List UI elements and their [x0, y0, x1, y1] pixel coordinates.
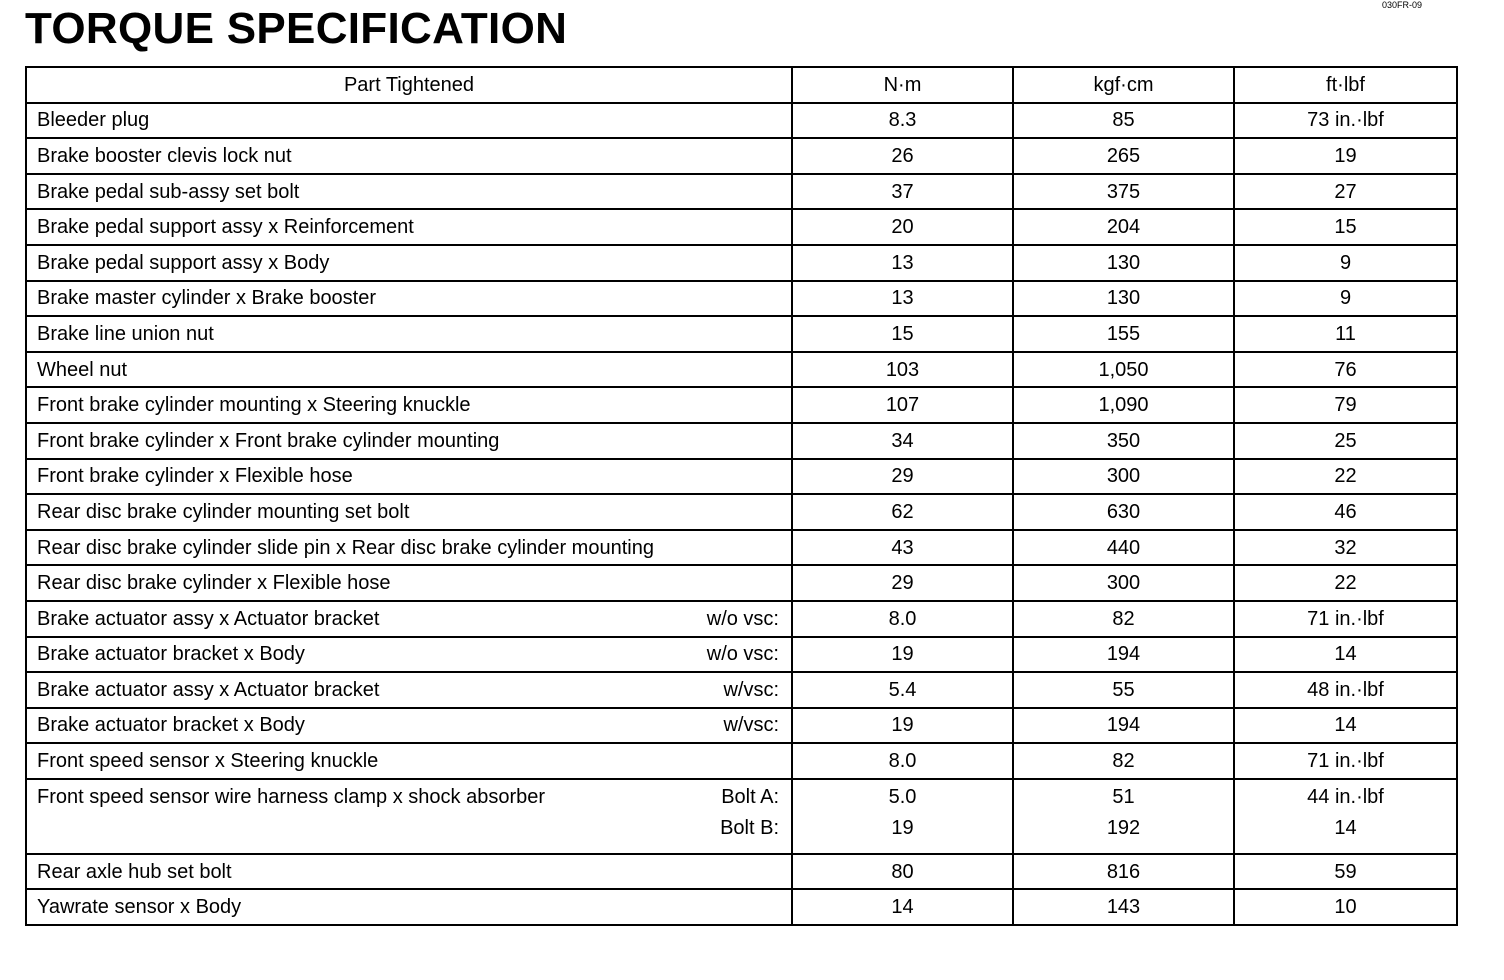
part-name: Brake pedal support assy x Body [37, 251, 330, 274]
table-row [26, 779, 1457, 854]
table-row [26, 352, 1457, 388]
table-row [26, 672, 1457, 708]
kgf-cm-value: 143 [1013, 889, 1234, 925]
kgf-cm-value: 816 [1013, 854, 1234, 890]
table-row [26, 637, 1457, 673]
part-name: Wheel nut [37, 358, 128, 381]
ft-lbf-value: 15 [1234, 209, 1457, 245]
ft-lbf-value: 22 [1234, 459, 1457, 495]
ft-lbf-value: 19 [1234, 138, 1457, 174]
nm-value: 13 [792, 245, 1013, 281]
part-cell-content [37, 430, 779, 452]
nm-value: 29 [792, 565, 1013, 601]
table-row [26, 103, 1457, 139]
table-row [26, 708, 1457, 744]
part-cell-content [37, 145, 779, 167]
condition-label: Bolt B: [720, 816, 779, 839]
kgf-cm-value: 82 [1013, 601, 1234, 637]
kgf-cm-value: 375 [1013, 174, 1234, 210]
ft-lbf-value: 73 in.·lbf [1234, 103, 1457, 139]
ft-lbf-value: 71 in.·lbf [1234, 601, 1457, 637]
nm-value: 103 [792, 352, 1013, 388]
part-name: Brake master cylinder x Brake booster [37, 287, 377, 310]
nm-value: 19 [792, 637, 1013, 673]
table-row [26, 601, 1457, 637]
part-cell [26, 672, 792, 708]
kgf-cm-value: 192 [1106, 816, 1141, 839]
nm-value: 8.3 [792, 103, 1013, 139]
part-cell-content [37, 501, 779, 523]
part-cell [26, 779, 792, 854]
part-cell-content [37, 252, 779, 274]
table-header-row [26, 67, 1457, 103]
table-row [26, 854, 1457, 890]
part-cell [26, 459, 792, 495]
nm-value: 8.0 [792, 743, 1013, 779]
part-cell [26, 316, 792, 352]
kgf-cm-value: 155 [1013, 316, 1234, 352]
part-cell [26, 708, 792, 744]
ft-lbf-value: 46 [1234, 494, 1457, 530]
nm-value: 43 [792, 530, 1013, 566]
header-ft-lbf: ft·lbf [1234, 67, 1457, 103]
part-cell-content [37, 786, 779, 839]
kgf-cm-value: 194 [1013, 637, 1234, 673]
ft-lbf-value: 48 in.·lbf [1234, 672, 1457, 708]
ft-lbf-value: 76 [1234, 352, 1457, 388]
part-cell [26, 854, 792, 890]
part-cell [26, 565, 792, 601]
table-row [26, 889, 1457, 925]
nm-value: 20 [792, 209, 1013, 245]
condition-label: w/o vsc: [706, 607, 779, 630]
part-name: Brake pedal support assy x Reinforcement [37, 216, 414, 239]
document-code: 030FR-09 [1382, 0, 1423, 10]
part-name: Bleeder plug [37, 109, 150, 132]
kgf-cm-value: 51 [1112, 785, 1135, 808]
kgf-cm-value: 265 [1013, 138, 1234, 174]
part-cell-content [37, 643, 779, 665]
part-name: Rear disc brake cylinder x Flexible hose [37, 572, 391, 595]
part-cell-content [37, 323, 779, 345]
nm-value: 62 [792, 494, 1013, 530]
part-cell [26, 494, 792, 530]
kgf-cm-value: 204 [1013, 209, 1234, 245]
ft-lbf-value: 11 [1234, 316, 1457, 352]
table-row [26, 245, 1457, 281]
ft-lbf-value: 9 [1234, 245, 1457, 281]
part-name: Brake actuator bracket x Body [37, 643, 305, 666]
part-cell [26, 637, 792, 673]
nm-value: 107 [792, 387, 1013, 423]
part-name: Brake pedal sub-assy set bolt [37, 180, 300, 203]
part-cell [26, 530, 792, 566]
kgf-cm-value: 1,050 [1013, 352, 1234, 388]
part-name: Rear disc brake cylinder mounting set bolt [37, 500, 410, 523]
part-cell-content [37, 465, 779, 487]
part-cell-content [37, 861, 779, 883]
part-name: Front brake cylinder x Front brake cylinder mounting [37, 429, 500, 452]
condition-label: w/o vsc: [706, 643, 779, 666]
ft-lbf-value: 32 [1234, 530, 1457, 566]
kgf-cm-value: 630 [1013, 494, 1234, 530]
nm-value: 8.0 [792, 601, 1013, 637]
kgf-cm-value: 300 [1013, 565, 1234, 601]
kgf-cm-value: 350 [1013, 423, 1234, 459]
table-row [26, 209, 1457, 245]
part-name: Brake booster clevis lock nut [37, 144, 292, 167]
kgf-cm-value: 130 [1013, 281, 1234, 317]
torque-spec-table [25, 66, 1458, 926]
ft-lbf-value: 14 [1234, 708, 1457, 744]
part-cell [26, 174, 792, 210]
part-name: Front brake cylinder x Flexible hose [37, 465, 353, 488]
table-row [26, 387, 1457, 423]
nm-value: 14 [792, 889, 1013, 925]
kgf-cm-value: 194 [1013, 708, 1234, 744]
part-cell [26, 103, 792, 139]
part-cell-content [37, 572, 779, 594]
nm-value: 15 [792, 316, 1013, 352]
part-cell [26, 387, 792, 423]
part-cell [26, 601, 792, 637]
part-cell [26, 423, 792, 459]
header-kgf-cm: kgf·cm [1013, 67, 1234, 103]
part-cell [26, 352, 792, 388]
part-cell-content [37, 608, 779, 630]
part-cell-content [37, 750, 779, 772]
table-row [26, 494, 1457, 530]
table-row [26, 138, 1457, 174]
part-cell [26, 281, 792, 317]
kgf-cm-value: 1,090 [1013, 387, 1234, 423]
nm-value: 5.4 [792, 672, 1013, 708]
part-cell-content [37, 359, 779, 381]
table-row [26, 281, 1457, 317]
part-cell [26, 889, 792, 925]
ft-lbf-value: 27 [1234, 174, 1457, 210]
part-cell-content [37, 714, 779, 736]
nm-value: 5.0 [888, 785, 917, 808]
kgf-cm-value: 55 [1013, 672, 1234, 708]
part-name: Front brake cylinder mounting x Steering knuckle [37, 394, 471, 417]
part-cell [26, 138, 792, 174]
part-name: Rear disc brake cylinder slide pin x Rear disc brake cylinder mounting [37, 536, 654, 559]
condition-label: Bolt A: [721, 785, 779, 808]
part-cell-content [37, 394, 779, 416]
kgf-cm-value-cell [1013, 779, 1234, 854]
part-cell-content [37, 181, 779, 203]
ft-lbf-value: 25 [1234, 423, 1457, 459]
table-row [26, 530, 1457, 566]
ft-lbf-value: 22 [1234, 565, 1457, 601]
part-cell-content [37, 679, 779, 701]
ft-lbf-value: 10 [1234, 889, 1457, 925]
nm-value: 13 [792, 281, 1013, 317]
part-cell-content [37, 287, 779, 309]
part-cell-content [37, 896, 779, 918]
kgf-cm-value: 440 [1013, 530, 1234, 566]
ft-lbf-value: 59 [1234, 854, 1457, 890]
table-row [26, 743, 1457, 779]
value-stack [793, 786, 1012, 839]
part-name: Brake actuator assy x Actuator bracket [37, 678, 380, 701]
nm-value: 26 [792, 138, 1013, 174]
part-name: Front speed sensor wire harness clamp x shock absorber [37, 785, 546, 808]
condition-label: w/vsc: [723, 714, 779, 737]
part-name: Brake actuator bracket x Body [37, 714, 305, 737]
header-nm: N·m [792, 67, 1013, 103]
part-cell-content [37, 109, 779, 131]
value-stack [1014, 786, 1233, 839]
kgf-cm-value: 85 [1013, 103, 1234, 139]
nm-value: 37 [792, 174, 1013, 210]
part-name: Front speed sensor x Steering knuckle [37, 750, 379, 773]
table-row [26, 423, 1457, 459]
part-name: Brake actuator assy x Actuator bracket [37, 607, 380, 630]
part-name: Rear axle hub set bolt [37, 860, 232, 883]
table-body [26, 103, 1457, 925]
nm-value: 19 [891, 816, 914, 839]
part-name: Brake line union nut [37, 322, 214, 345]
kgf-cm-value: 300 [1013, 459, 1234, 495]
part-cell [26, 743, 792, 779]
nm-value: 19 [792, 708, 1013, 744]
condition-label: w/vsc: [723, 678, 779, 701]
header-part-tightened: Part Tightened [26, 67, 792, 103]
nm-value: 29 [792, 459, 1013, 495]
ft-lbf-value: 9 [1234, 281, 1457, 317]
ft-lbf-value: 44 in.·lbf [1307, 785, 1384, 808]
ft-lbf-value: 14 [1334, 816, 1357, 839]
value-stack [1235, 786, 1456, 839]
nm-value: 34 [792, 423, 1013, 459]
nm-value-cell [792, 779, 1013, 854]
part-cell [26, 209, 792, 245]
table-row [26, 565, 1457, 601]
table-row [26, 174, 1457, 210]
kgf-cm-value: 130 [1013, 245, 1234, 281]
nm-value: 80 [792, 854, 1013, 890]
ft-lbf-value-cell [1234, 779, 1457, 854]
kgf-cm-value: 82 [1013, 743, 1234, 779]
table-row [26, 316, 1457, 352]
part-cell [26, 245, 792, 281]
page-title: TORQUE SPECIFICATION [25, 4, 568, 53]
part-cell-content [37, 216, 779, 238]
ft-lbf-value: 79 [1234, 387, 1457, 423]
table-row [26, 459, 1457, 495]
part-cell-content [37, 537, 779, 559]
ft-lbf-value: 71 in.·lbf [1234, 743, 1457, 779]
condition-stack [720, 786, 779, 839]
ft-lbf-value: 14 [1234, 637, 1457, 673]
part-name: Yawrate sensor x Body [37, 896, 242, 919]
